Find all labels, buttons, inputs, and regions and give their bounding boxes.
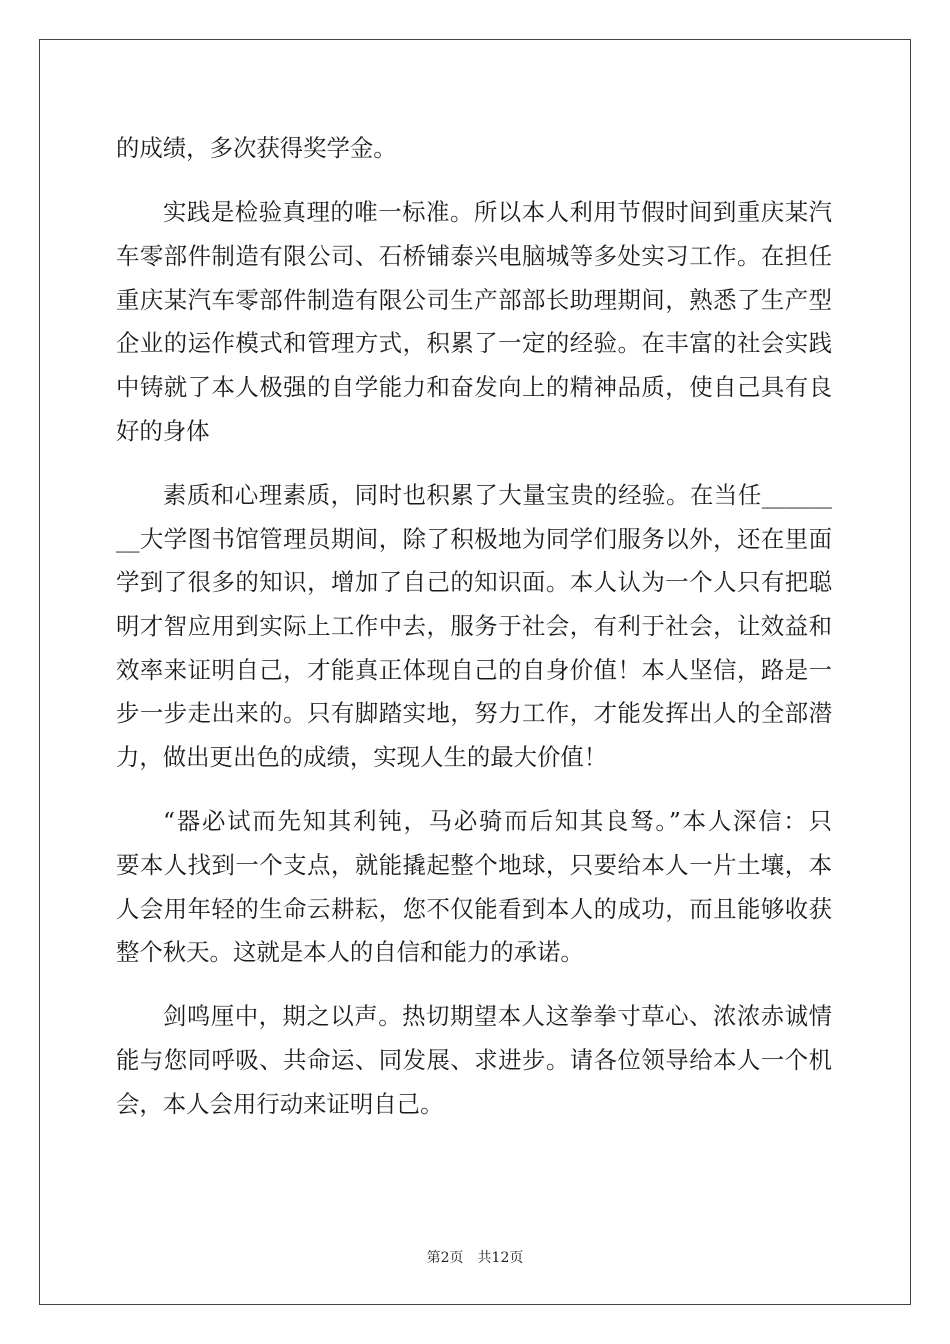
paragraph: [116, 474, 832, 780]
text-line: 力，做出更出色的成绩，实现人生的最大价值！: [116, 742, 608, 771]
paragraph: [116, 191, 832, 453]
paragraph-spacing: [116, 171, 832, 192]
text-line: 车零部件制造有限公司、石桥铺泰兴电脑城等多处实习工作。在担任: [116, 241, 832, 270]
text-line: 会，本人会用行动来证明自己。: [116, 1089, 444, 1118]
text-line: 能与您同呼吸、共命运、同发展、求进步。请各位领导给本人一个机: [116, 1046, 832, 1075]
page-footer: [0, 1247, 950, 1267]
page-total: 共12页: [477, 1250, 524, 1266]
paragraph-spacing: [116, 975, 832, 996]
text-line: 步一步走出来的。只有脚踏实地，努力工作，才能发挥出人的全部潜: [116, 699, 832, 728]
text-line: 好的身体: [116, 416, 210, 445]
text-line: 重庆某汽车零部件制造有限公司生产部部长助理期间，熟悉了生产型: [116, 285, 832, 314]
paragraph: [116, 127, 832, 171]
paragraph: [116, 995, 832, 1126]
text-line: 素质和心理素质，同时也积累了大量宝贵的经验。在当任______: [163, 480, 832, 509]
text-line: 的成绩，多次获得奖学金。: [116, 134, 397, 162]
document-body: [116, 127, 832, 1126]
paragraph-spacing: [116, 780, 832, 801]
text-line: 剑鸣厘中，期之以声。热切期望本人这拳拳寸草心、浓浓赤诚情: [163, 1002, 832, 1031]
text-line: 要本人找到一个支点，就能撬起整个地球，只要给本人一片土壤，本: [116, 850, 832, 879]
text-line: 企业的运作模式和管理方式，积累了一定的经验。在丰富的社会实践: [116, 329, 832, 358]
text-line: 人会用年轻的生命云耕耘，您不仅能看到本人的成功，而且能够收获: [116, 894, 832, 923]
paragraph-spacing: [116, 453, 832, 474]
text-line: 明才智应用到实际上工作中去，服务于社会，有利于社会，让效益和: [116, 611, 832, 640]
text-line: 学到了很多的知识，增加了自己的知识面。本人认为一个人只有把聪: [116, 568, 832, 597]
text-line: 中铸就了本人极强的自学能力和奋发向上的精神品质，使自己具有良: [116, 372, 832, 401]
page-number: 第2页: [426, 1250, 464, 1266]
paragraph: [116, 800, 832, 975]
text-line: 实践是检验真理的唯一标准。所以本人利用节假时间到重庆某汽: [163, 198, 832, 227]
text-line: 效率来证明自己，才能真正体现自己的自身价值！本人坚信，路是一: [116, 655, 832, 684]
text-line: __大学图书馆管理员期间，除了积极地为同学们服务以外，还在里面: [116, 524, 832, 553]
text-line: 整个秋天。这就是本人的自信和能力的承诺。: [116, 938, 584, 967]
text-line: “器必试而先知其利钝，马必骑而后知其良驽。”本人深信：只: [163, 807, 832, 836]
